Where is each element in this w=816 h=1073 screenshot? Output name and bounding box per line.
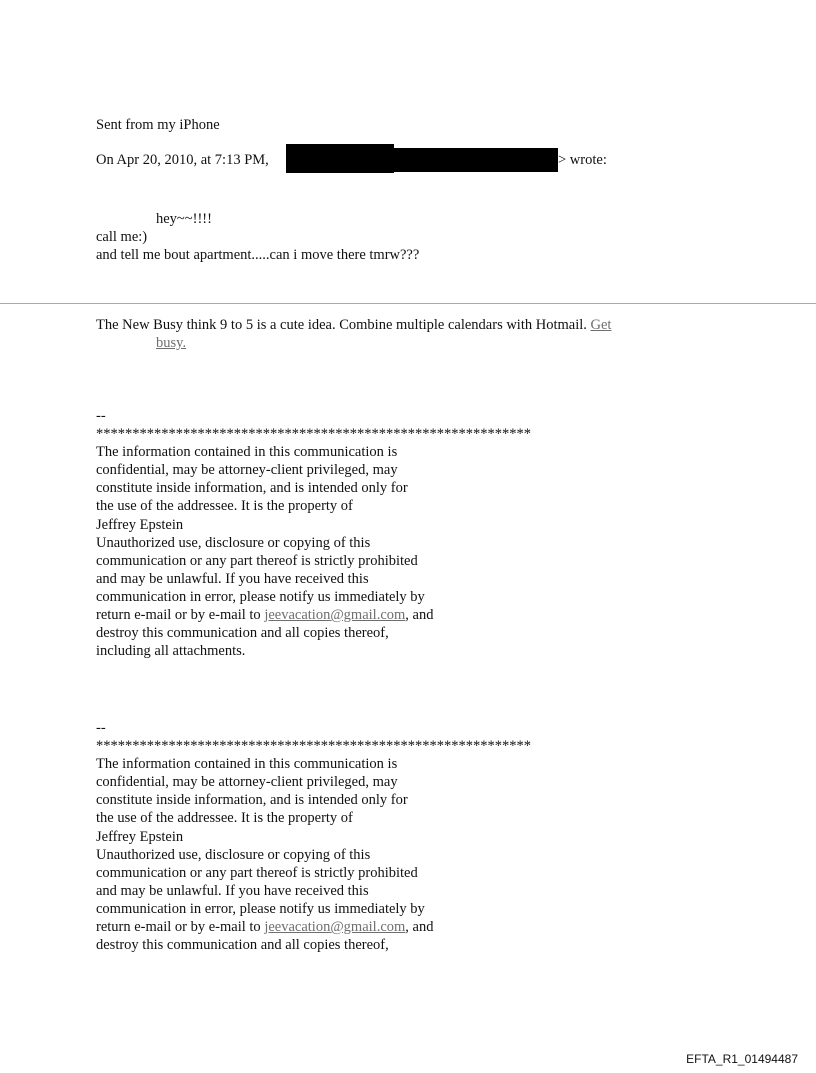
disclaimer-line: confidential, may be attorney-client privileged, may bbox=[96, 462, 398, 479]
disclaimer-line: communication or any part thereof is strictly prohibited bbox=[96, 864, 418, 881]
redaction-block-2 bbox=[392, 148, 558, 172]
disclaimer-line: destroy this communication and all copies thereof, bbox=[96, 937, 389, 954]
email-suffix: , and bbox=[405, 919, 434, 936]
sent-from-line: Sent from my iPhone bbox=[96, 117, 220, 133]
disclaimer-line: the use of the addressee. It is the property of bbox=[96, 810, 353, 827]
ad-link-get[interactable]: Get bbox=[590, 317, 612, 333]
redaction-block-1 bbox=[286, 144, 394, 173]
ad-text: The New Busy think 9 to 5 is a cute idea. Combine multiple calendars with Hotmail. bbox=[96, 317, 587, 333]
disclaimer-email-line bbox=[96, 918, 531, 936]
email-prefix: return e-mail or by e-mail to bbox=[96, 919, 261, 936]
disclaimer-line: Unauthorized use, disclosure or copying of this bbox=[96, 534, 371, 551]
ad-link-busy[interactable]: busy. bbox=[156, 335, 187, 351]
disclaimer-line: communication or any part thereof is strictly prohibited bbox=[96, 552, 418, 569]
wrote-line-prefix: On Apr 20, 2010, at 7:13 PM, bbox=[96, 152, 269, 168]
disclaimer-line: Unauthorized use, disclosure or copying of this bbox=[96, 846, 371, 863]
disclaimer-block-2 bbox=[96, 719, 531, 954]
disclaimer-line: confidential, may be attorney-client privileged, may bbox=[96, 774, 398, 791]
disclaimer-line: Jeffrey Epstein bbox=[96, 516, 184, 533]
disclaimer-line: constitute inside information, and is intended only for bbox=[96, 792, 408, 809]
email-suffix: , and bbox=[405, 607, 434, 624]
email-link[interactable]: jeevacation@gmail.com bbox=[264, 919, 406, 936]
message-line-1: hey~~!!!! bbox=[156, 211, 212, 227]
horizontal-divider bbox=[0, 303, 816, 304]
email-link[interactable]: jeevacation@gmail.com bbox=[264, 607, 406, 624]
disclaimer-line: constitute inside information, and is intended only for bbox=[96, 480, 408, 497]
message-line-3: and tell me bout apartment.....can i move there tmrw??? bbox=[96, 247, 420, 263]
disclaimer-stars: ************************************************************ bbox=[96, 426, 531, 443]
message-line-2: call me:) bbox=[96, 229, 148, 245]
disclaimer-email-line bbox=[96, 606, 531, 624]
disclaimer-line: Jeffrey Epstein bbox=[96, 828, 184, 845]
disclaimer-line: destroy this communication and all copies thereof, bbox=[96, 625, 389, 642]
email-prefix: return e-mail or by e-mail to bbox=[96, 607, 261, 624]
disclaimer-line: communication in error, please notify us immediately by bbox=[96, 588, 425, 605]
disclaimer-dashes: -- bbox=[96, 408, 106, 424]
wrote-line-suffix: > wrote: bbox=[558, 152, 607, 168]
disclaimer-line: and may be unlawful. If you have received this bbox=[96, 882, 369, 899]
disclaimer-line: The information contained in this communication is bbox=[96, 444, 398, 461]
disclaimer-stars: ************************************************************ bbox=[96, 738, 531, 755]
disclaimer-dashes: -- bbox=[96, 720, 106, 736]
disclaimer-line: including all attachments. bbox=[96, 643, 246, 660]
disclaimer-line: the use of the addressee. It is the property of bbox=[96, 498, 353, 515]
disclaimer-line: and may be unlawful. If you have received this bbox=[96, 570, 369, 587]
ad-line bbox=[96, 316, 611, 334]
document-id: EFTA_R1_01494487 bbox=[686, 1052, 798, 1066]
disclaimer-block-1 bbox=[96, 407, 531, 660]
disclaimer-line: communication in error, please notify us immediately by bbox=[96, 900, 425, 917]
disclaimer-line: The information contained in this communication is bbox=[96, 756, 398, 773]
